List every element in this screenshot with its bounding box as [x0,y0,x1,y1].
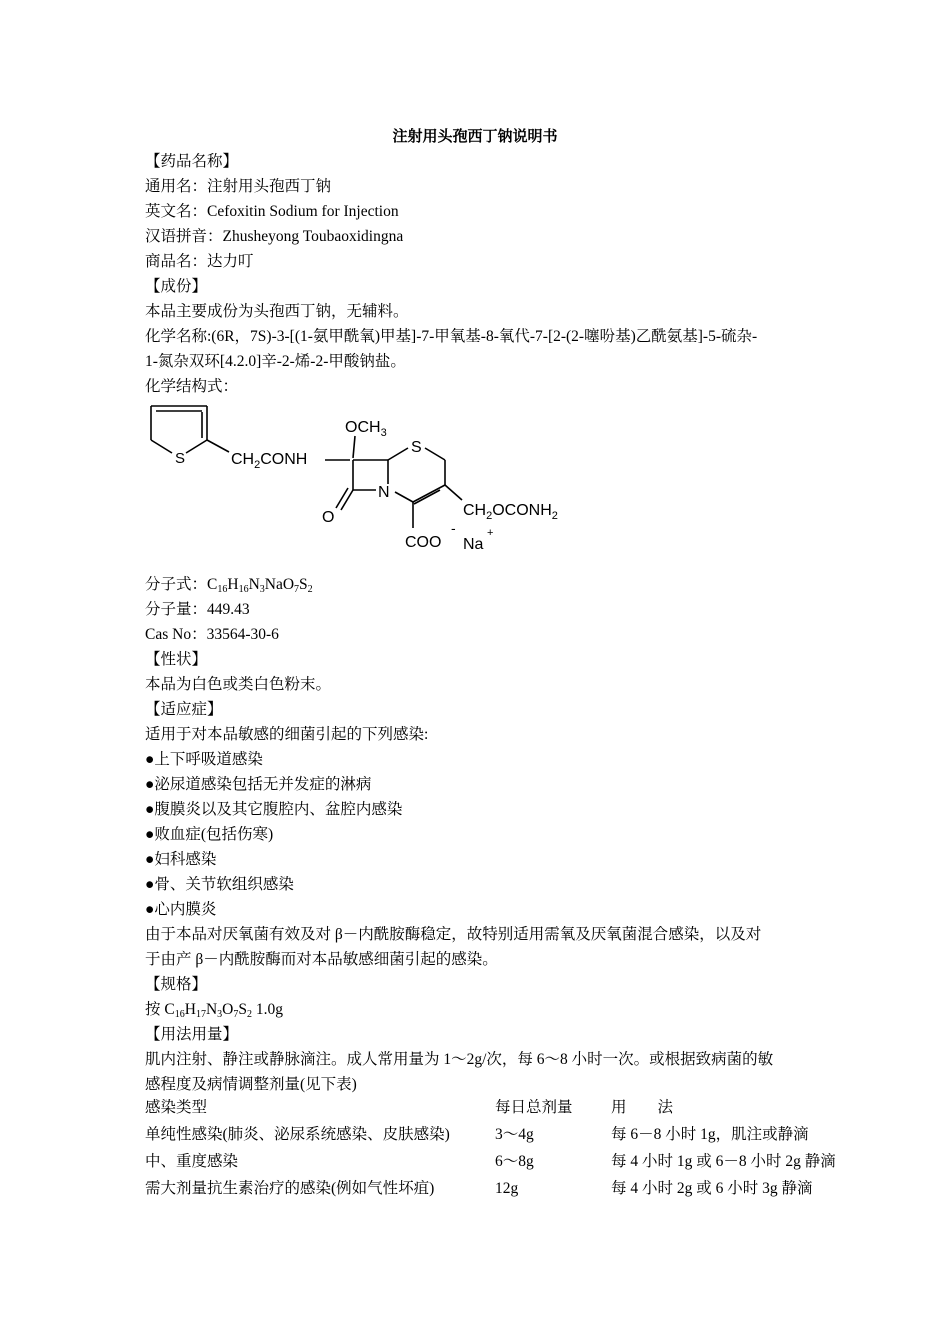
page-title: 注射用头孢西丁钠说明书 [392,129,558,145]
molecular-formula: 分子式：$C_{16}H_{16}N_3NaO_7S_2$ [145,576,313,595]
indications-note-line-1: 由于本品对厌氧菌有效及对 β－内酰胺酶稳定，故特别适用需氧及厌氧菌混合感染，以及对 [145,926,762,943]
structure-s-thiophene: S [175,450,186,467]
indication-item: ●骨、关节软组织感染 [145,876,294,893]
table-header-cell: 感染类型 [145,1099,208,1116]
table-cell: 3～4g [495,1126,534,1143]
structure-o-atom: O [322,509,335,526]
table-header-row [145,1096,865,1120]
table-cell: 12g [495,1180,519,1197]
section-header-appearance: 【性状】 [145,651,208,668]
indications-intro: 适用于对本品敏感的细菌引起的下列感染: [145,726,429,743]
table-cell: 单纯性感染(肺炎、泌尿系统感染、皮肤感染) [145,1126,450,1143]
table-cell: 需大剂量抗生素治疗的感染(例如气性坏疽) [145,1180,435,1197]
dosage-text-line-1: 肌内注射、静注或静脉滴注。成人常用量为 1～2g/次，每 6～8 小时一次。或根据致病菌的敏 [145,1051,774,1068]
table-header-cell: 每日总剂量 [495,1099,573,1116]
chemical-name-line-2: 1-氮杂双环[4.2.0]辛-2-烯-2-甲酸钠盐。 [145,353,406,370]
structure-s-ring: S [411,439,422,456]
table-cell: 每 6－8 小时 1g，肌注或静滴 [611,1126,809,1143]
indication-item: ●败血症(包括伤寒) [145,826,274,843]
molecular-weight: 分子量：449.43 [145,601,250,618]
indication-item: ●腹膜炎以及其它腹腔内、盆腔内感染 [145,801,403,818]
spec-text: 按 $C_{16}H_{17}N_3O_7S_2$ 1.0g [145,1001,283,1020]
composition-text: 本品主要成份为头孢西丁钠，无辅料。 [145,303,409,320]
structure-ch2-carbamate: $CH_2OCONH_2$ [463,502,558,522]
table-row [145,1177,865,1201]
structure-n-atom: N [378,484,390,501]
structure-na: Na [463,536,484,553]
chemical-name-line-1: 化学名称:(6R，7S)-3-[(1-氨甲酰氧)甲基]-7-甲氧基-8-氧代-7-[2-(2-噻吩基)乙酰氨基]-5-硫杂- [145,328,758,345]
table-cell: 每 4 小时 1g 或 6－8 小时 2g 静滴 [611,1153,836,1170]
appearance-text: 本品为白色或类白色粉末。 [145,676,332,693]
table-header-cell: 用 法 [611,1099,674,1116]
indication-item: ●泌尿道感染包括无并发症的淋病 [145,776,372,793]
chemical-structure-diagram [145,400,585,565]
structure-coo: COO [405,534,442,551]
generic-name: 通用名：注射用头孢西丁钠 [145,178,332,195]
section-header-spec: 【规格】 [145,976,208,993]
structure-och3: $OCH_3$ [345,419,387,439]
table-row [145,1150,865,1174]
formula-c: C [207,576,218,593]
dosage-text-line-2: 感程度及病情调整剂量(见下表) [145,1076,357,1093]
table-cell: 每 4 小时 2g 或 6 小时 3g 静滴 [611,1180,813,1197]
indication-item: ●上下呼吸道感染 [145,751,263,768]
structure-plus: + [487,527,494,539]
english-name: 英文名：Cefoxitin Sodium for Injection [145,203,399,220]
indication-item: ●心内膜炎 [145,901,217,918]
indication-item: ●妇科感染 [145,851,217,868]
table-cell: 6～8g [495,1153,534,1170]
indications-note-line-2: 于由产 β－内酰胺酶而对本品敏感细菌引起的感染。 [145,951,498,968]
structure-label: 化学结构式： [145,378,239,395]
pinyin-name: 汉语拼音：Zhusheyong Toubaoxidingna [145,228,404,245]
trade-name: 商品名：达力叮 [145,253,254,270]
table-cell: 中、重度感染 [145,1153,239,1170]
structure-ch2-amide: $CH_2CONH$ [231,451,308,471]
section-header-indications: 【适应症】 [145,701,223,718]
section-header-composition: 【成份】 [145,278,208,295]
structure-minus: - [451,520,456,536]
cas-number: Cas No：33564-30-6 [145,626,279,643]
section-header-name: 【药品名称】 [145,153,239,170]
table-row [145,1123,865,1147]
section-header-dosage: 【用法用量】 [145,1026,239,1043]
